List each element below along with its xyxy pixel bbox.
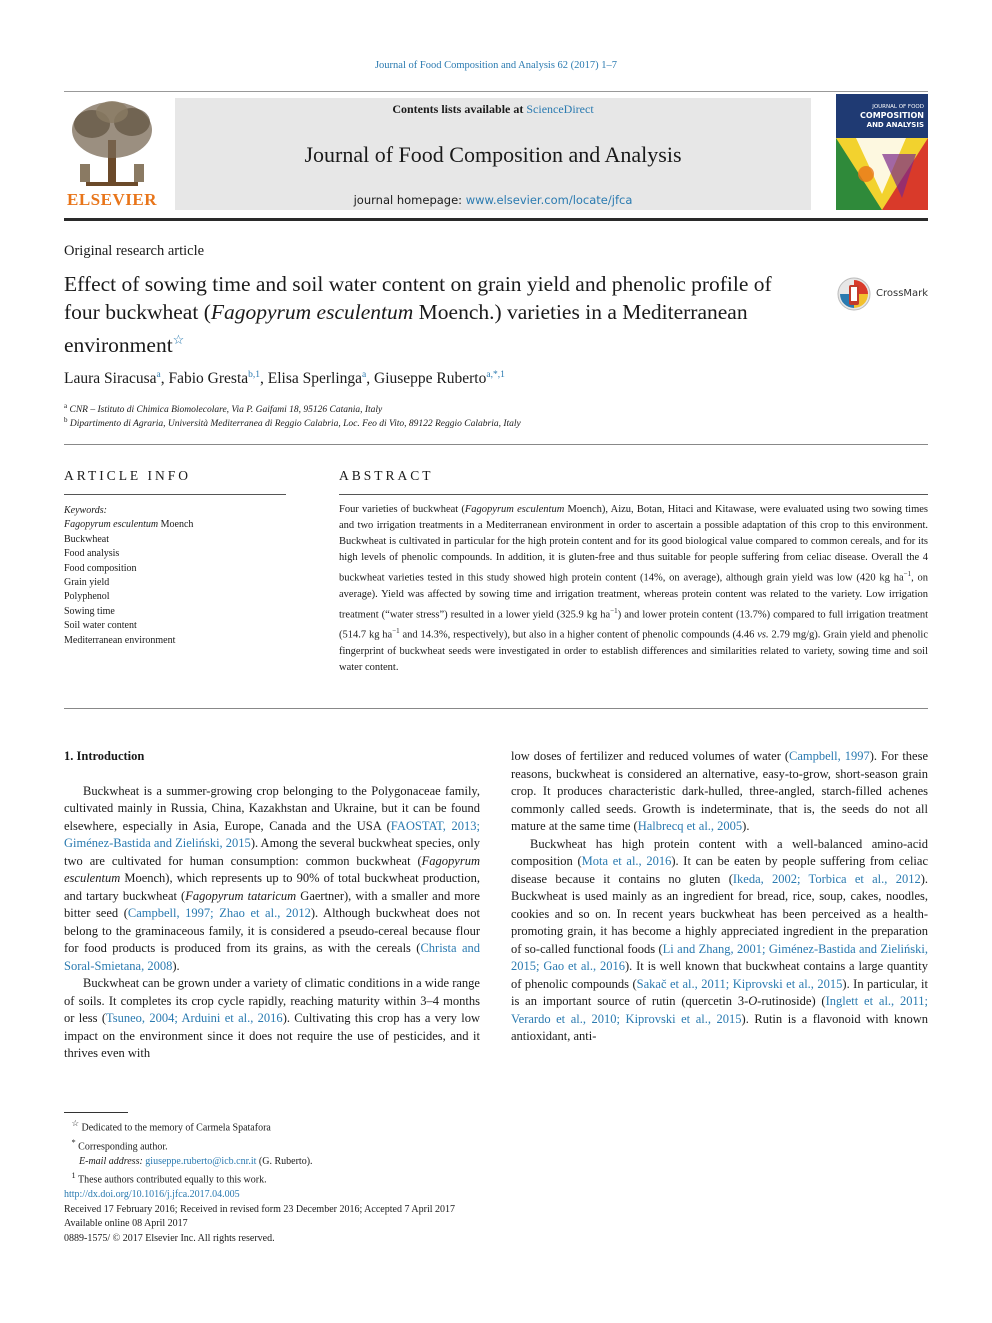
author-name[interactable]: Elisa Sperlinga: [267, 370, 363, 388]
svg-text:COMPOSITION: COMPOSITION: [860, 111, 924, 120]
keyword-item: Fagopyrum esculentum Moench: [64, 519, 194, 531]
footnote-rule: [64, 1112, 128, 1113]
abstract-divider: [64, 708, 928, 709]
article-info-heading: ARTICLE INFO: [64, 468, 192, 483]
sciencedirect-link[interactable]: ScienceDirect: [526, 102, 594, 116]
citation-link[interactable]: Li and Zhang, 2001; Giménez-Bastida and Zieliński, 2015; Gao et al., 2016: [511, 941, 928, 973]
keyword-item: Sowing time: [64, 605, 115, 617]
author-list: Laura Siracusa$^a$, Fabio Gresta$^{b,1}$, Elisa Sperlinga$^a$, Giuseppe Ruberto$^{a,*,1}$: [64, 370, 505, 388]
italic-term: Fagopyrum tataricum: [185, 888, 297, 903]
intro-paragraph: Buckwheat is a summer-growing crop belonging to the Polygonaceae family, cultivated mainly in Russia, China, Kazakhstan and Ukraine, but it can be found elsewhere, especially in Asia, Europe, Canada and the USA (FAOSTAT, 2013; Giménez-Bastida and Zieliński, 2015). Among the several buckwheat species, only two are cultivated for human consumption: common buckwheat (Fagopyrum esculentum Moench), which represents up to 90% of total buckwheat production, and tartary buckwheat (Fagopyrum tataricum Gaertner), with a smaller and more bitter seed (Campbell, 1997; Zhao et al., 2012). Although buckwheat does not belong to the graminaceous family, it is considered a pseudo-cereal because flour for food products is produced from its grains, as with the cereals (Christa and Soral-Smietana, 2008).: [64, 783, 480, 973]
keywords-label: Keywords:: [64, 505, 107, 516]
keyword-item: Buckwheat: [64, 533, 109, 545]
abstract-heading: ABSTRACT: [339, 468, 434, 483]
keyword-item: Food analysis: [64, 548, 120, 560]
italic-term: Fagopyrum esculentum: [64, 853, 480, 885]
intro-paragraph: low doses of fertilizer and reduced volumes of water (Campbell, 1997). For these reasons, buckwheat is considered an alternative, easy-to-grow, short-season grain crop. It produces characteristic dark-hulled, three-angled, starch-filled achenes commonly called seeds. Growth is indeterminate, that is, the seeds do not all mature at the same time (Halbrecq et al., 2005).: [511, 749, 928, 833]
citation-link[interactable]: Sakač et al., 2011; Kiprovski et al., 2015: [636, 976, 843, 991]
crossmark-icon: [836, 276, 872, 312]
abstract-rule: [339, 494, 928, 495]
citation-link[interactable]: Christa and Soral-Smietana, 2008: [64, 941, 480, 973]
title-footnote-mark[interactable]: ☆: [172, 332, 185, 347]
citation-link[interactable]: Ikeda, 2002; Torbica et al., 2012: [732, 871, 921, 886]
article-type: Original research article: [64, 243, 205, 259]
elsevier-tree-icon: [62, 98, 162, 190]
email-link[interactable]: giuseppe.ruberto@icb.cnr.it: [145, 1155, 257, 1167]
intro-heading: 1. Introduction: [64, 749, 145, 763]
publication-info: [64, 1188, 455, 1246]
author-affil[interactable]: b,1: [248, 370, 261, 380]
affiliation: [64, 402, 382, 415]
author-name[interactable]: Fabio Gresta: [168, 370, 249, 388]
elsevier-logo[interactable]: [62, 98, 162, 210]
masthead-top-rule: [64, 91, 928, 92]
title-part1: Effect of sowing time and soil water content on grain yield and phenolic profile of four buckwheat (: [64, 272, 772, 324]
homepage-line: [175, 193, 811, 207]
svg-text:JOURNAL OF FOOD: JOURNAL OF FOOD: [872, 104, 924, 110]
citation-link[interactable]: Campbell, 1997: [789, 749, 870, 763]
copyright: 0889-1575/ © 2017 Elsevier Inc. All rights reserved.: [64, 1232, 275, 1244]
homepage-prefix: journal homepage:: [353, 193, 463, 207]
citation-link[interactable]: Campbell, 1997; Zhao et al., 2012: [127, 906, 311, 920]
footnotes: [64, 1117, 313, 1188]
intro-paragraph: Buckwheat can be grown under a variety of climatic conditions in a wide range of soils. It completes its crop cycle rapidly, reaching maturity within 3–4 months or less (Tsuneo, 2004; Arduini et al., 2016). Cultivating this crop has a very low impact on the environment since it does not require the use of pesticides, and it thrives even with: [64, 976, 481, 1060]
citation-link[interactable]: FAOSTAT, 2013; Giménez-Bastida and Zieliński, 2015: [64, 818, 480, 850]
doi-link[interactable]: http://dx.doi.org/10.1016/j.jfca.2017.04.005: [64, 1189, 240, 1200]
footnote-email: E-mail address: giuseppe.ruberto@icb.cnr.it (G. Ruberto).: [79, 1155, 313, 1167]
body-column-left: [64, 748, 480, 1063]
journal-citation[interactable]: Journal of Food Composition and Analysis 62 (2017) 1–7: [374, 60, 618, 71]
affiliation-mark: a: [64, 402, 68, 410]
article-title: [64, 270, 804, 359]
journal-masthead: [175, 98, 811, 210]
citation-link[interactable]: Halbrecq et al., 2005: [637, 819, 743, 833]
affiliation-mark: b: [64, 416, 68, 424]
journal-cover-image: [836, 94, 928, 210]
keyword-item: Food composition: [64, 562, 137, 574]
contents-prefix: Contents lists available at: [392, 102, 524, 116]
received-dates: Received 17 February 2016; Received in revised form 23 December 2016; Accepted 7 April 2017: [64, 1203, 455, 1215]
title-species: Fagopyrum esculentum: [210, 300, 414, 324]
author-name[interactable]: Giuseppe Ruberto: [374, 370, 487, 388]
citation-link[interactable]: Inglett et al., 2011; Verardo et al., 2010; Kiprovski et al., 2015: [511, 994, 929, 1026]
body-column-right: [511, 748, 928, 1046]
svg-text:AND ANALYSIS: AND ANALYSIS: [866, 121, 924, 129]
citation-link[interactable]: Mota et al., 2016: [581, 854, 672, 868]
author-affil[interactable]: a: [156, 370, 161, 380]
citation-link[interactable]: Tsuneo, 2004; Arduini et al., 2016: [106, 1011, 283, 1025]
article-info-rule: [64, 494, 286, 495]
title-part2: Moench.) varieties in a Mediterranean environment: [64, 300, 748, 358]
crossmark-badge[interactable]: [836, 276, 936, 312]
journal-title: Journal of Food Composition and Analysis: [304, 142, 682, 167]
publisher-name: ELSEVIER: [67, 190, 157, 209]
keyword-item: Polyphenol: [64, 591, 110, 603]
footnote-corresponding: * Corresponding author.: [71, 1137, 168, 1153]
abstract-text: Four varieties of buckwheat (Fagopyrum esculentum Moench), Aizu, Botan, Hitaci and Kitawase, were evaluated using two sowing times and two irrigation treatments in a Mediterranean environment in order to ascertain a possible adaptation of this crop to this environment. Buckwheat is cultivated in particular for the high protein content and for its good biological value compared to common cereals, and for its high levels of phenolic compounds. In addition, it is gluten-free and thus suitable for people suffering from celiac disease. Overall the 4 buckwheat varieties tested in this study showed high protein content (14%, on average), although grain yield was low (420 kg $ha^{-1}$, on average). Yield was affected by sowing time and irrigation treatment, whereas protein content was related to the variety. Low irrigation treatment (“water stress”) resulted in a lower yield (325.9 kg $ha^{-1}$) and lower protein content (13.7%) compared to full irrigation treatment (514.7 kg $ha^{-1}$ and 14.3%, respectively), but also in a higher content of phenolic compounds (4.46 vs. 2.79 mg/g). Grain yield and phenolic fingerprint of buckwheat seeds were investigated in order to establish differences and similarities related to variety, sowing time and soil water content.: [339, 504, 928, 673]
intro-paragraph: Buckwheat has high protein content with a well-balanced amino-acid composition (Mota et al., 2016). It can be eaten by people suffering from celiac disease because it contains no gluten (Ikeda, 2002; Torbica et al., 2012). Buckwheat is used mainly as an ingredient for bread, rice, soup, cakes, noodles, cookies and so on. In recent years buckwheat has been perceived as a health-promoting grain, it has become a highly appreciated ingredient in the preparation of so-called functional foods (Li and Zhang, 2001; Giménez-Bastida and Zieliński, 2015; Gao et al., 2016). It is well known that buckwheat contains a large quantity of phenolic compounds (Sakač et al., 2011; Kiprovski et al., 2015). In particular, it is an important source of rutin (quercetin 3-O-rutinoside) (Inglett et al., 2011; Verardo et al., 2010; Kiprovski et al., 2015). Rutin is a flavonoid with known antioxidant, anti-: [511, 836, 929, 1043]
contents-line: [175, 102, 811, 117]
keyword-item: Soil water content: [64, 620, 137, 632]
journal-cover-thumbnail[interactable]: [836, 94, 928, 210]
author-name[interactable]: Laura Siracusa: [64, 370, 157, 388]
homepage-link[interactable]: www.elsevier.com/locate/jfca: [465, 193, 633, 207]
author-affil[interactable]: a: [362, 370, 367, 380]
affiliation-text: CNR – Istituto di Chimica Biomolecolare, Via P. Gaifami 18, 95126 Catania, Italy: [69, 405, 383, 416]
footnote-dedication: ☆ Dedicated to the memory of Carmela Spatafora: [71, 1119, 271, 1134]
online-date: Available online 08 April 2017: [64, 1218, 188, 1229]
author-affil[interactable]: a,*,1: [486, 370, 505, 380]
affiliation-text: Dipartimento di Agraria, Università Mediterranea di Reggio Calabria, Loc. Feo di Vito, 89122 Reggio Calabria, Italy: [69, 419, 521, 430]
affiliation: [64, 416, 521, 429]
italic-term: O: [748, 994, 758, 1008]
keyword-item: Grain yield: [64, 577, 110, 589]
masthead-bottom-rule: [64, 218, 928, 221]
keyword-item: Mediterranean environment: [64, 634, 176, 646]
footnote-equal: $^1$ These authors contributed equally to this work.: [71, 1171, 267, 1186]
header-divider: [64, 444, 928, 445]
keywords-list: [64, 504, 294, 648]
crossmark-label: CrossMark: [876, 288, 929, 299]
